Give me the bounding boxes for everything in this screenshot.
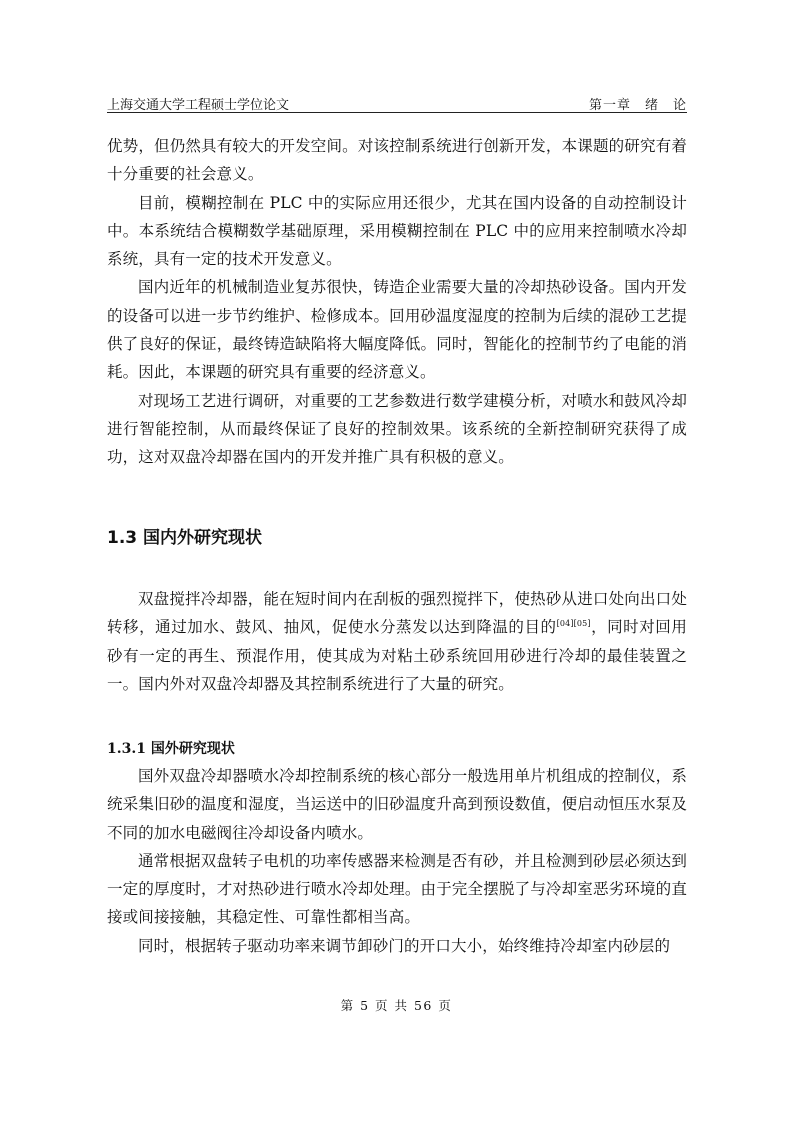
paragraph-text: ，同时对回用砂有一定的再生、预混作用，使其成为对粘土砂系统回用砂进行冷却的最佳装置之一。国内外对双盘冷却器及其控制系统进行了大量的研究。 xyxy=(107,618,687,693)
paragraph: 国内近年的机械制造业复苏很快，铸造企业需要大量的冷却热砂设备。国内开发的设备可以进一步节约维护、检修成本。回用砂温度湿度的控制为后续的混砂工艺提供了良好的保证，最终铸造缺陷将大幅度降低。同时，智能化的控制节约了电能的消耗。因此，本课题的研究具有重要的经济意义。 xyxy=(107,278,687,382)
paragraph-text: 双盘搅拌冷却器，能在短时间内在刮板的强烈搅拌下，使热砂从进口处向出口处转移，通过加水、鼓风、抽风，促使水分蒸发以达到降温的目的 xyxy=(107,590,687,637)
paragraph: 优势，但仍然具有较大的开发空间。对该控制系统进行创新开发，本课题的研究有着十分重要的社会意义。 xyxy=(107,137,687,184)
paragraph: 目前，模糊控制在 PLC 中的实际应用还很少，尤其在国内设备的自动控制设计中。本系统结合模糊数学基础原理，采用模糊控制在 PLC 中的应用来控制喷水冷却系统，具有一定的技术开发意义。 xyxy=(107,193,687,269)
paragraph: 同时，根据转子驱动功率来调节卸砂门的开口大小，始终维持冷却室内砂层的 xyxy=(138,936,671,955)
subsection-text xyxy=(107,762,687,960)
section-text xyxy=(107,585,687,698)
paragraph: 国外双盘冷却器喷水冷却控制系统的核心部分一般选用单片机组成的控制仪，系统采集旧砂的温度和湿度，当运送中的旧砂温度升高到预设数值，便启动恒压水泵及不同的加水电磁阀往冷却设备内喷水。 xyxy=(107,767,687,842)
paragraph xyxy=(107,585,687,698)
section-heading: 1.3 国内外研究现状 xyxy=(107,528,263,548)
header-thesis-title: 上海交通大学工程硕士学位论文 xyxy=(107,98,290,113)
citation: [04][05] xyxy=(556,619,591,629)
running-header xyxy=(107,92,687,113)
header-chapter-title: 第一章 绪 论 xyxy=(588,98,687,113)
subsection-heading: 1.3.1 国外研究现状 xyxy=(107,741,235,757)
page-number: 第 5 页 共 56 页 xyxy=(340,998,453,1013)
intro-text xyxy=(107,132,687,472)
paragraph: 通常根据双盘转子电机的功率传感器来检测是否有砂，并且检测到砂层必须达到一定的厚度时，才对热砂进行喷水冷却处理。由于完全摆脱了与冷却室恶劣环境的直接或间接接触，其稳定性、可靠性都相当高。 xyxy=(107,851,687,927)
paragraph: 对现场工艺进行调研，对重要的工艺参数进行数学建模分析，对喷水和鼓风冷却进行智能控制，从而最终保证了良好的控制效果。该系统的全新控制研究获得了成功，这对双盘冷却器在国内的开发并推广具有积极的意义。 xyxy=(107,391,687,467)
